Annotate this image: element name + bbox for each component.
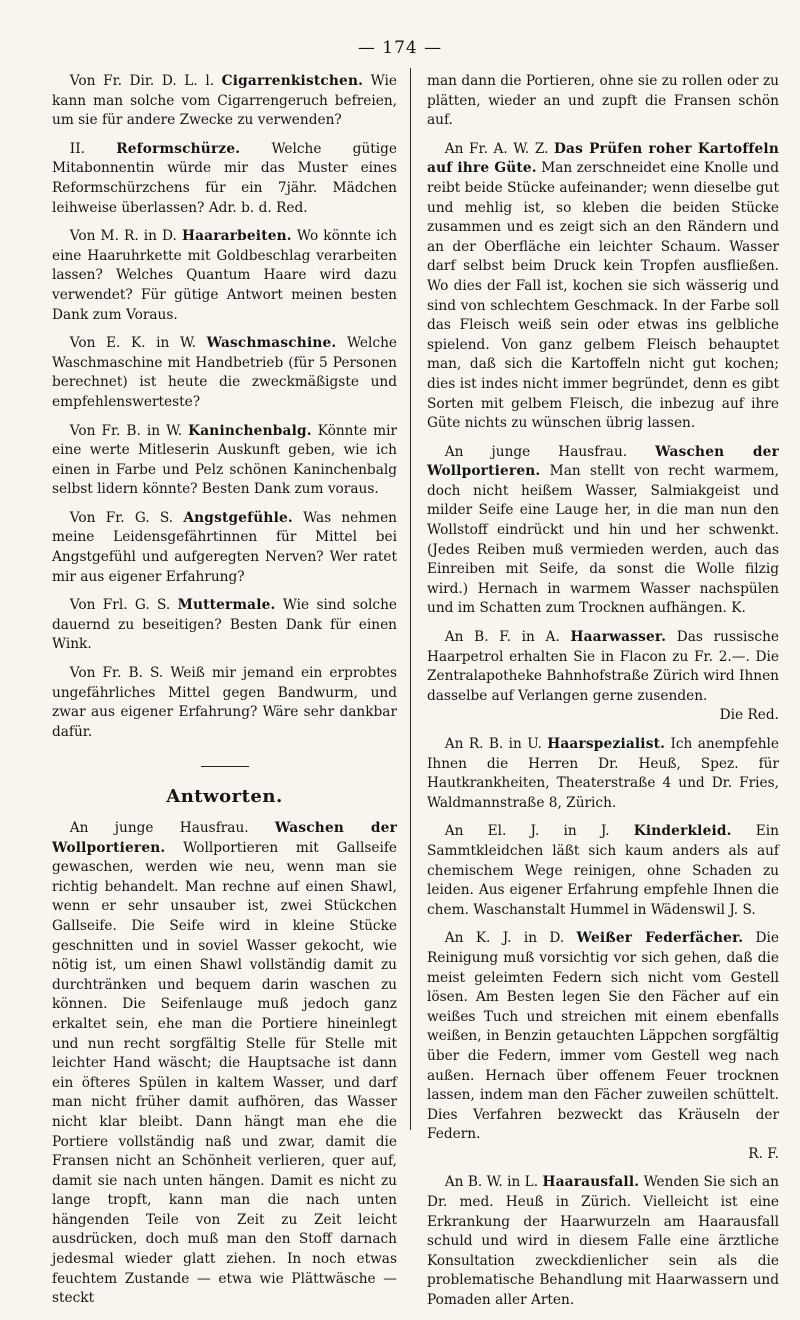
answers-list (427, 140, 779, 1311)
entry-sender: An B. W. in L. (444, 1174, 543, 1191)
entry-heading: Waschen der Wollportieren. (427, 443, 779, 480)
entry-sender: Von Fr. Dir. D. L. l. (69, 73, 222, 89)
entry-heading: Waschen der Wollportieren. (52, 820, 397, 856)
entry-sender: An B. F. in A. (444, 629, 571, 646)
entry-heading: Das Prüfen roher Kartoffeln auf ihre Güte. (427, 140, 779, 177)
entry-sender: Von Fr. B. in W. (69, 422, 189, 439)
question-entry (52, 664, 397, 742)
questions-list (52, 72, 397, 742)
page-number: — 174 — (357, 38, 443, 58)
entry-heading: Angstgefühle. (183, 509, 293, 526)
question-entry (52, 140, 397, 218)
entry-sender: Von Fr. B. S. (69, 665, 171, 682)
entry-body: Ich anempfehle Ihnen die Herren Dr. Heuß, Spez. für Hautkrankheiten, Theaterstraße 4 und Dr. Fries, Waldmannstraße 8, Zürich. (427, 736, 779, 811)
entry-heading: Reformschürze. (116, 140, 241, 157)
entry-sender: II. (69, 140, 117, 157)
entry-sender: An junge Hausfrau. (69, 820, 275, 836)
column-divider (410, 68, 411, 1130)
answer-entry (427, 140, 779, 434)
entry-heading: Haarausfall. (542, 1174, 640, 1191)
entry-heading: Kaninchenbalg. (188, 422, 312, 439)
answer-entry (427, 443, 779, 619)
answer-entry (427, 735, 779, 813)
entry-sender: Von Frl. G. S. (69, 597, 178, 614)
right-column (427, 72, 779, 1320)
entry-body: Wo könnte ich eine Haaruhrkette mit Goldbeschlag verarbeiten lassen? Welches Quantum Haare wird dazu verwendet? Für gütige Antwort meinen besten Dank zum Voraus. (52, 228, 397, 323)
question-entry (52, 509, 397, 587)
entry-body: Welche gütige Mitabonnentin würde mir das Muster eines Reformschürzchens für ein 7jähr. Mädchen leihweise überlassen? Adr. b. d. Red. (52, 140, 398, 216)
entry-sender: Von Fr. G. S. (69, 509, 184, 526)
entry-body: Wie kann man solche vom Cigarrengeruch befreien, um sie für andere Zwecke zu verwenden? (52, 73, 397, 129)
question-entry (52, 422, 397, 500)
entry-body: Ein Sammtkleidchen läßt sich kaum anders als auf chemischem Wege reinigen, ohne Schaden zu leiden. Aus eigener Erfahrung empfehle Ihnen die chem. Waschanstalt Hummel in Wädenswil J. S. (427, 823, 779, 918)
left-column (52, 72, 397, 1318)
entry-signature: Die Red. (719, 707, 779, 724)
entry-body: Welche Waschmaschine mit Handbetrieb (für 5 Personen berechnet) ist heute die zweckmäßigste und empfehlenswerteste? (52, 335, 397, 410)
entry-body: Könnte mir eine werte Mitleserin Auskunft geben, wie ich einen in Farbe und Pelz schönen Kaninchenbalg selbst lidern könnte? Besten Dank zum voraus. (52, 422, 397, 498)
entry-heading: Weißer Federfächer. (576, 930, 744, 947)
entry-sender: An El. J. in J. (444, 823, 634, 840)
continued-text: man dann die Portieren, ohne sie zu rollen oder zu plätten, wieder an und zupft die Fransen schön auf. (427, 73, 779, 129)
answers-heading: Antworten. (166, 786, 283, 808)
entry-heading: Haarwasser. (570, 629, 667, 646)
entry-heading: Waschmaschine. (206, 335, 337, 352)
entry-sender: An R. B. in U. (444, 736, 548, 752)
entry-body: Man stellt von recht warmem, doch nicht heißem Wasser, Salmiakgeist und milder Seife eine Lauge her, in die man nun den Wollstoff eindrückt und hin und her schwenkt. (Jedes Reiben muß vermieden werden, auch das Einreiben mit Seife, da sonst die Wolle filzig wird.) Hernach in warmem Wasser nachspülen und im Schatten zum Trocknen aufhängen. K. (427, 463, 779, 617)
entry-sender: An K. J. in D. (444, 930, 577, 947)
entry-body: Wollportieren mit Gallseife gewaschen, werden wie neu, wenn man sie richtig behandelt. Man rechne auf einen Shawl, wenn er sehr unsauber ist, zwei Stückchen Gallseife. Die Seife wird in kleine Stücke geschnitten und in soviel Wasser gekocht, wie nötig ist, um einen Shawl vollständig damit zu durchtränken und bequem darin waschen zu können. Die Seifenlauge muß jedoch ganz erkaltet sein, ehe man die Portiere hineinlegt und nun recht sorgfältig Stelle für Stelle mit leichter Hand wäscht; die Hauptsache ist dann ein öfteres Spülen in kaltem Wasser, und darf man nicht früher damit aufhören, das Wasser nicht klar bleibt. Dann hängt man ehe die Portiere vollständig naß und zwar, damit die Fransen nicht an Schönheit verlieren, quer auf, damit sie nach unten hängen. Damit es nicht zu lange tropft, kann man die nach unten hängenden Teile von Zeit zu Zeit leicht ausdrücken, doch muß man den Stoff darnach jedesmal wieder glatt ziehen. In noch etwas feuchtem Zustande — etwa wie Plättwäsche — steckt (52, 839, 397, 1307)
answer-entry (427, 1173, 779, 1310)
entry-sender: An junge Hausfrau. (444, 443, 656, 460)
question-entry (52, 334, 397, 412)
entry-sender: Von E. K. in W. (69, 335, 207, 352)
question-entry (52, 227, 397, 325)
answer-entry (52, 819, 397, 1309)
entry-sender: An Fr. A. W. Z. (444, 140, 554, 157)
question-entry (52, 72, 397, 131)
section-divider (201, 766, 249, 767)
entry-body: Wenden Sie sich an Dr. med. Heuß in Zürich. Vielleicht ist eine Erkrankung der Haarwurzeln am Haarausfall schuld und wird in diesem Falle eine ärztliche Konsultation zweckdienlicher sein als die problematische Behandlung mit Haarwassern und Pomaden aller Arten. (427, 1174, 779, 1309)
answer-entry (427, 929, 779, 1164)
entry-signature: R. F. (748, 1145, 779, 1162)
entry-heading: Muttermale. (177, 597, 276, 614)
entry-body: Weiß mir jemand ein erprobtes ungefährliches Mittel gegen Bandwurm, und zwar aus eigener Erfahrung? Wäre sehr dankbar dafür. (52, 665, 397, 740)
entry-heading: Haarspezialist. (547, 736, 666, 752)
entry-heading: Kinderkleid. (633, 823, 732, 840)
entry-body: Wie sind solche dauernd zu beseitigen? Besten Dank für einen Wink. (52, 597, 397, 653)
entry-body: Man zerschneidet eine Knolle und reibt beide Stücke aufeinander; wenn dieselbe gut und mehlig ist, so kleben die beiden Stücke zusammen und es zeigt sich an den Rändern und an der Oberfläche ein leichter Schaum. Wasser darf selbst beim Druck kein Tropfen ausfließen. Wo dies der Fall ist, kochen sie sich wässerig und sind von schlechtem Geschmack. In der Farbe soll das Fleisch weiß sein oder etwas ins gelbliche spielend. Von ganz gelbem Fleisch behauptet man, daß sich die Kartoffeln nicht gut kochen; dies ist indes nicht immer begründet, denn es gibt Sorten mit gelbem Fleisch, die inbezug auf ihre Güte nichts zu wünschen übrig lassen. (427, 160, 779, 432)
entry-body: Was nehmen meine Leidensgefährtinnen für Mittel bei Angstgefühl und aufgeregten Nerven? Wer ratet mir aus eigener Erfahrung? (52, 509, 397, 585)
entry-heading: Cigarrenkistchen. (221, 73, 364, 89)
answer-entry (427, 822, 779, 920)
entry-body: Die Reinigung muß vorsichtig vor sich gehen, daß die meist geleimten Federn sich nicht vom Gestell lösen. Am Besten legen Sie den Fächer auf ein weißes Tuch und streichen mit einem ebenfalls weißen, in Benzin getauchten Läppchen sorgfältig über die Federn, immer vom Gestell weg nach außen. Hernach über offenem Feuer trocknen lassen, indem man den Fächer zuweilen schüttelt. Dies Verfahren bezweckt das Kräuseln der Federn. (427, 930, 779, 1143)
question-entry (52, 596, 397, 655)
entry-body: Das russische Haarpetrol erhalten Sie in Flacon zu Fr. 2.—. Die Zentralapotheke Bahnhofstraße Zürich wird Ihnen dasselbe auf Verlangen gerne zusenden. (427, 629, 779, 704)
entry-heading: Haararbeiten. (181, 228, 292, 245)
entry-sender: Von M. R. in D. (69, 228, 182, 245)
answer-entry (427, 628, 779, 726)
